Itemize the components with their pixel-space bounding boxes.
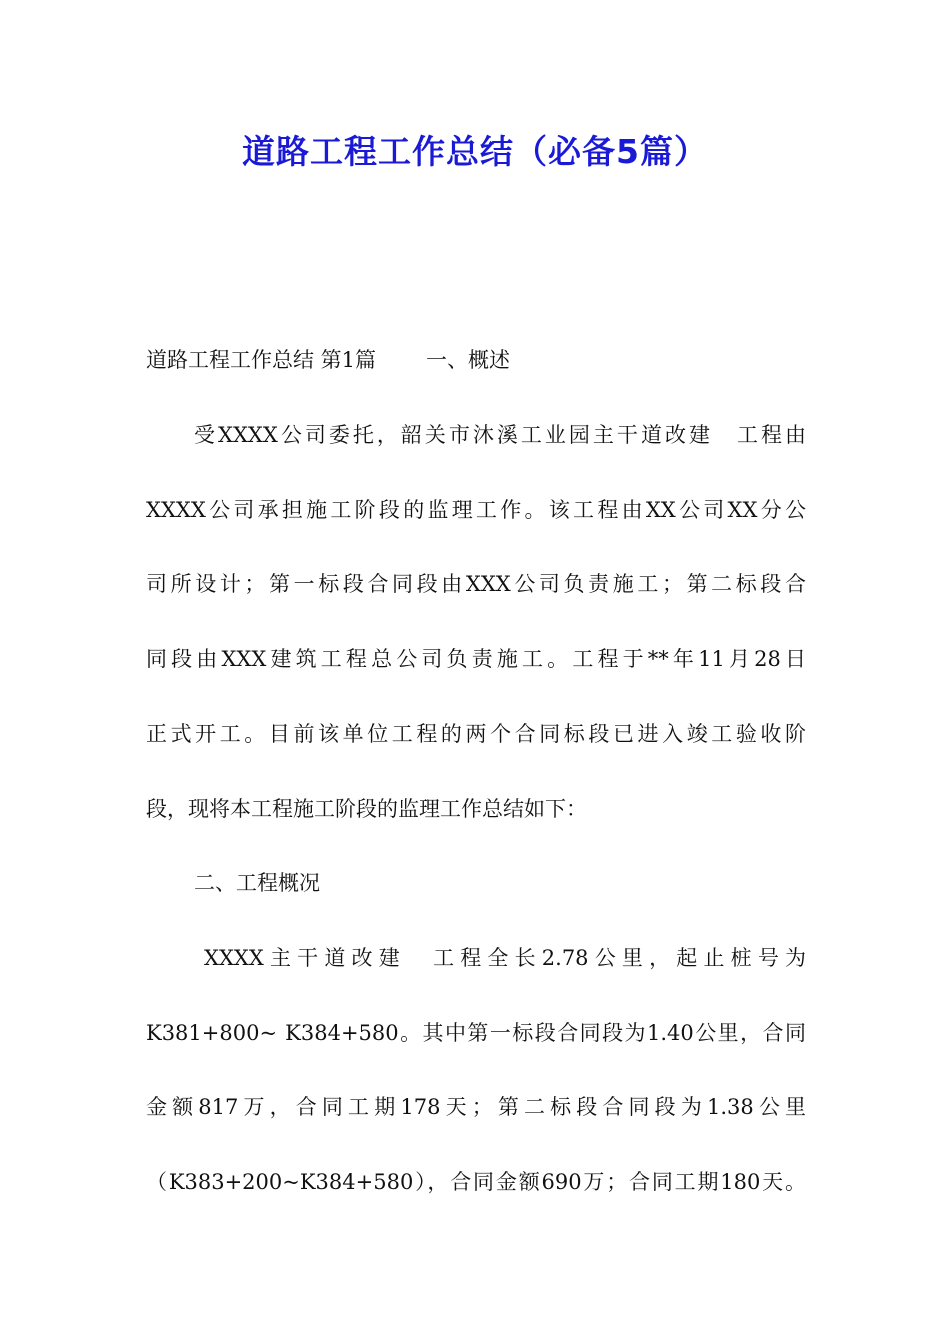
paragraph2-line-1: XXXX主干道改建 工程全长2.78公里，起止桩号为 bbox=[204, 946, 806, 970]
paragraph1-line-6: 段，现将本工程施工阶段的监理工作总结如下： bbox=[146, 797, 587, 821]
paragraph1-line-3: 司所设计；第一标段合同段由XXX公司负责施工；第二标段合 bbox=[146, 572, 806, 596]
paragraph1-line-5: 正式开工。目前该单位工程的两个合同标段已进入竣工验收阶 bbox=[146, 722, 806, 746]
paragraph2-line-3: 金额817万，合同工期178天；第二标段合同段为1.38公里 bbox=[146, 1095, 806, 1119]
paragraph2-line-4: （K383+200~K384+580），合同金额690万；合同工期180天。 bbox=[146, 1170, 806, 1194]
intro-line bbox=[146, 345, 806, 375]
paragraph1-line-4: 同段由XXX建筑工程总公司负责施工。工程于**年11月28日 bbox=[146, 647, 806, 671]
section-heading-project-overview: 二、工程概况 bbox=[194, 871, 320, 895]
section-heading-overview: 一、概述 bbox=[426, 348, 511, 372]
article-label: 道路工程工作总结 第1篇 bbox=[146, 348, 377, 372]
paragraph2-line-2: K381+800~ K384+580。其中第一标段合同段为1.40公里，合同 bbox=[146, 1021, 806, 1045]
paragraph1-line-1: 受XXXX公司委托，韶关市沐溪工业园主干道改建 工程由 bbox=[194, 423, 806, 447]
paragraph1-line-2: XXXX公司承担施工阶段的监理工作。该工程由XX公司XX分公 bbox=[146, 498, 806, 522]
document-title: 道路工程工作总结（必备5篇） bbox=[242, 132, 708, 171]
